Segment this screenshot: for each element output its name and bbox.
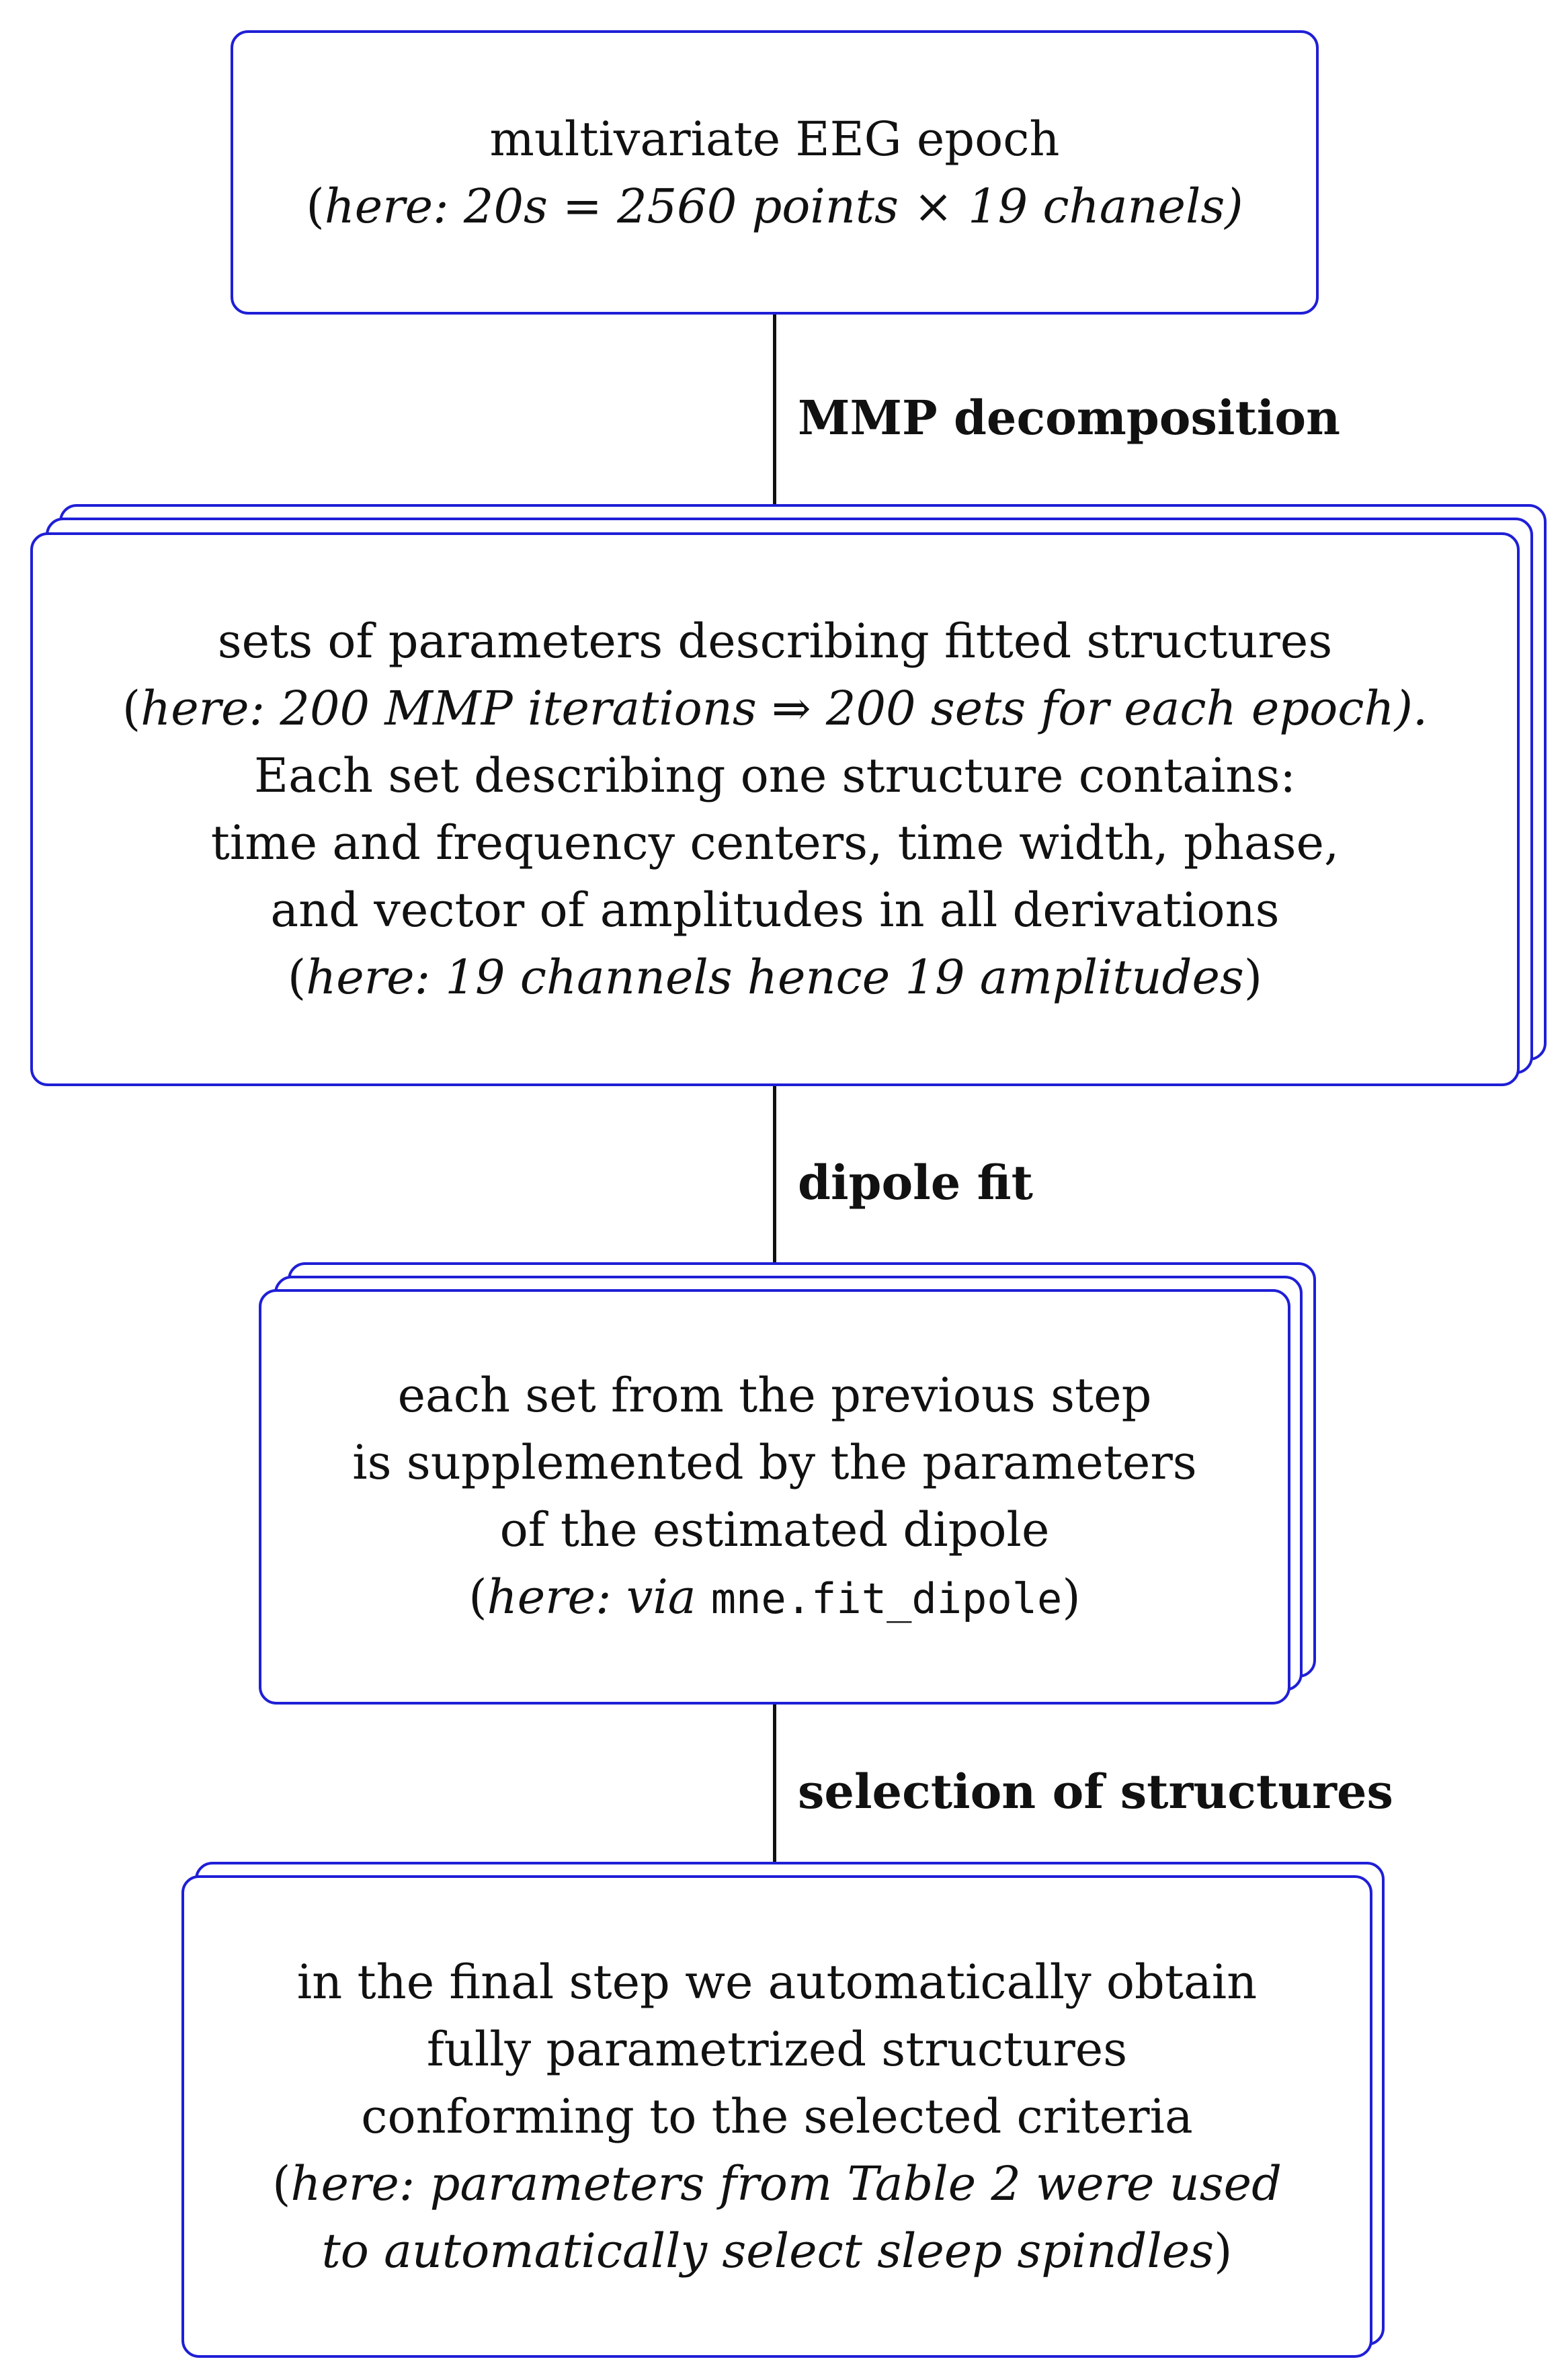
final-line-4: (here: parameters from Table 2 were used (272, 2156, 1282, 2211)
dipole-line-1: each set from the previous step (397, 1367, 1152, 1423)
dipole-line-2: is supplemented by the parameters (352, 1434, 1197, 1490)
arrow-dipole-shaft (773, 1086, 776, 1281)
final-box (181, 1875, 1372, 2358)
epoch-box (231, 30, 1319, 315)
edge-label-dipole-fit: dipole fit (798, 1155, 1033, 1210)
dipole-line-4: (here: via mne.fit_dipole) (468, 1569, 1081, 1625)
code-fit-dipole: mne.fit_dipole (710, 1573, 1063, 1623)
final-line-2: fully parametrized structures (426, 2022, 1128, 2077)
parameters-box-text (33, 535, 1517, 1083)
parameters-line-3: Each set describing one structure contains: (254, 748, 1296, 803)
parameters-line-2: (here: 200 MMP iterations ⇒ 200 sets for each epoch). (122, 681, 1428, 736)
arrow-mmp-shaft (773, 315, 776, 509)
final-box-text (184, 1878, 1370, 2355)
dipole-line-3: of the estimated dipole (499, 1502, 1050, 1557)
parameters-line-6: (here: 19 channels hence 19 amplitudes) (287, 950, 1263, 1005)
parameters-line-1: sets of parameters describing fitted structures (217, 614, 1333, 669)
parameters-line-4: time and frequency centers, time width, phase, (210, 815, 1340, 870)
parameters-box (30, 532, 1520, 1086)
edge-label-mmp: MMP decomposition (798, 390, 1340, 446)
epoch-line-2: (here: 20s = 2560 points × 19 chanels) (306, 178, 1243, 234)
epoch-line-1: multivariate EEG epoch (489, 111, 1060, 167)
dipole-box-text (261, 1292, 1288, 1702)
edge-label-selection: selection of structures (798, 1764, 1393, 1819)
dipole-box (259, 1289, 1290, 1705)
final-line-3: conforming to the selected criteria (361, 2089, 1193, 2144)
final-line-1: in the final step we automatically obtain (296, 1955, 1258, 2010)
epoch-box-text (233, 33, 1316, 312)
parameters-line-5: and vector of amplitudes in all derivations (270, 883, 1280, 938)
final-line-5: to automatically select sleep spindles) (321, 2223, 1233, 2279)
arrow-selection-shaft (773, 1705, 776, 1866)
